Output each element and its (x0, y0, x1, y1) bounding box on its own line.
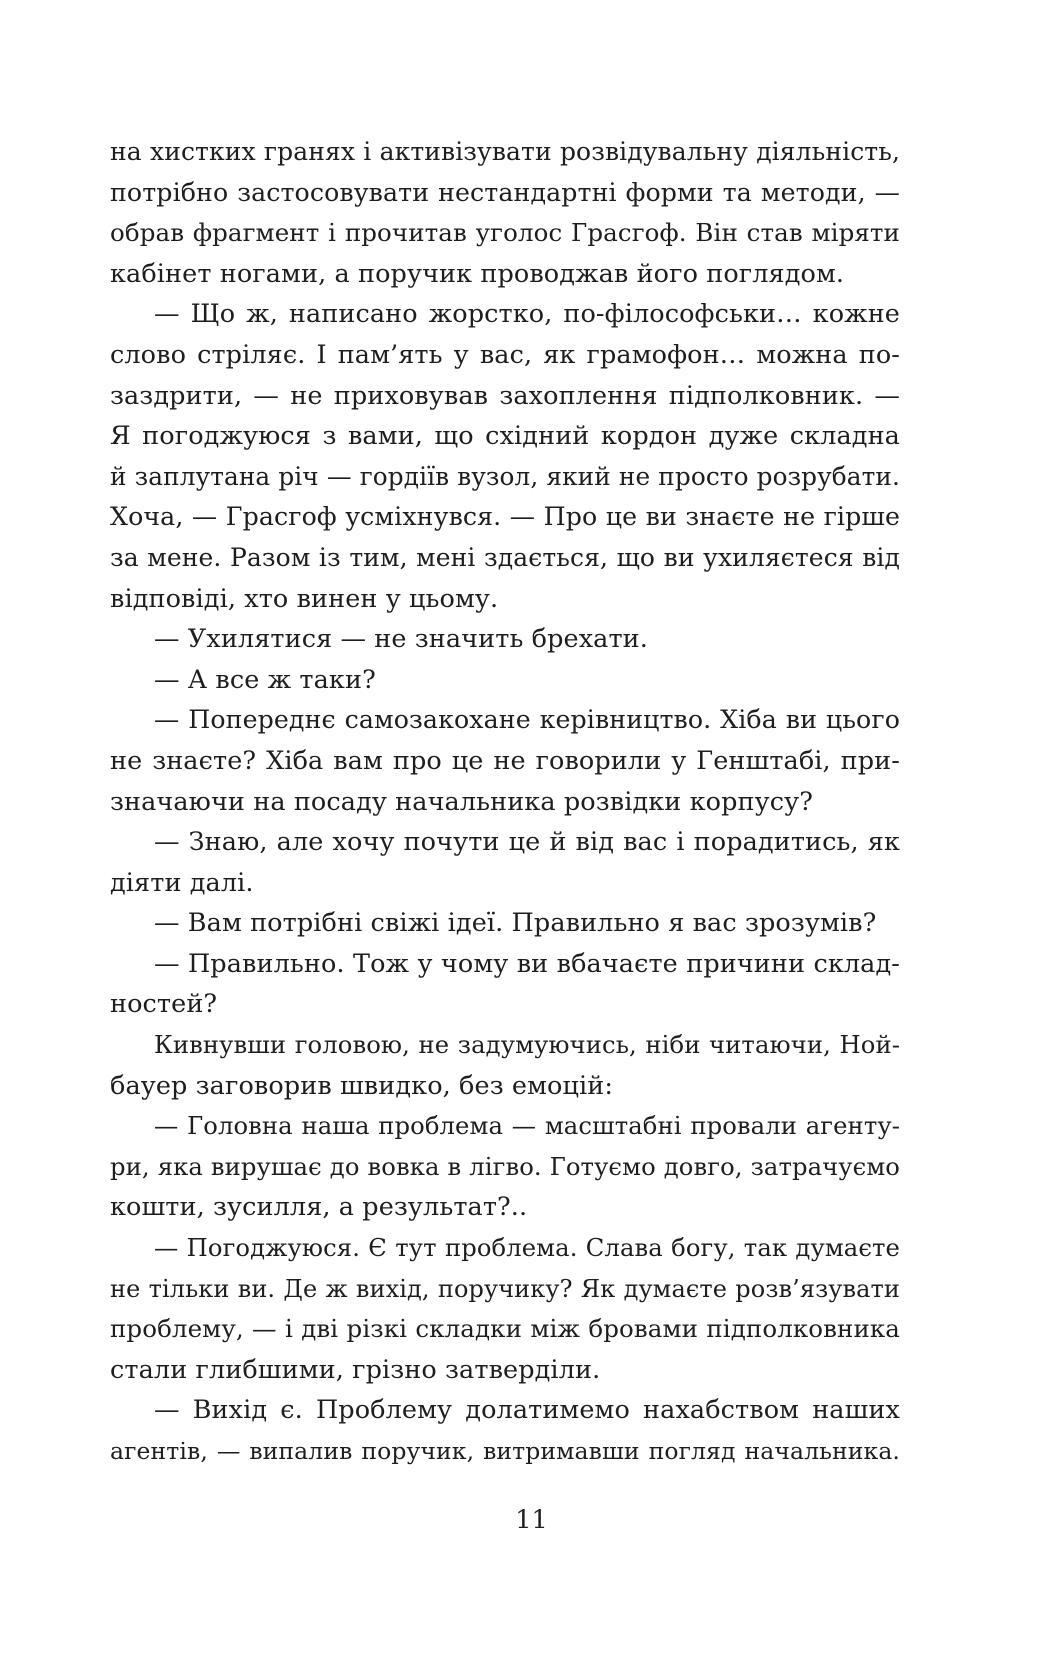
text-line: — Попереднє самозакохане керівництво. Хіба ви цього (154, 705, 900, 735)
text-line: відповіді, хто винен у цьому. (110, 583, 499, 614)
text-line: кошти, зусилля, а результат?.. (110, 1192, 528, 1223)
text-line: — А все ж таки? (154, 664, 376, 695)
text-line: й заплутана річ — гордіїв вузол, який не просто розрубати. (110, 461, 900, 491)
text-line: — Вам потрібні свіжі ідеї. Правильно я вас зрозумів? (154, 908, 877, 939)
text-line: не тільки ви. Де ж вихід, поручику? Як думаєте розв’язувати (110, 1274, 900, 1303)
text-line: діяти далі. (110, 867, 254, 898)
page-number: 11 (515, 1505, 548, 1535)
text-line: слово стріляє. І пам’ять у вас, як грамофон… можна по- (110, 339, 900, 370)
text-line: проблему, — і дві різкі складки між бровами підполковника (110, 1314, 900, 1344)
text-line: — Погоджуюся. Є тут проблема. Слава богу, так думаєте (154, 1233, 900, 1263)
text-line: — Вихід є. Проблему долатимемо нахабством наших (154, 1395, 900, 1426)
text-line: — Головна наша проблема — масштабні провали агенту- (154, 1111, 900, 1141)
text-line: потрібно застосовувати нестандартні форми та методи, — (110, 177, 900, 207)
text-line: агентів, — випалив поручик, витримавши погляд начальника. (110, 1437, 900, 1465)
page-body (110, 132, 900, 1472)
text-line: — Правильно. Тож у чому ви вбачаєте причини склад- (154, 948, 900, 979)
text-line: Хоча, — Грасгоф усміхнувся. — Про це ви знаєте не гірше (110, 502, 900, 532)
text-line: — Знаю, але хочу почути це й від вас і порадитись, як (154, 827, 900, 858)
text-line: кабінет ногами, а поручик проводжав його поглядом. (110, 258, 845, 289)
text-line: Я погоджуюся з вами, що східний кордон дуже складна (110, 421, 900, 452)
text-line: ностей? (110, 989, 218, 1020)
text-line: обрав фрагмент і прочитав уголос Грасгоф. Він став міряти (110, 218, 900, 248)
text-line: значаючи на посаду начальника розвідки корпусу? (110, 786, 813, 817)
text-line: заздрити, — не приховував захоплення підполковник. — (110, 380, 900, 411)
text-line: ри, яка вирушає до вовка в лігво. Готуємо довго, затрачуємо (110, 1151, 900, 1181)
text-line: за мене. Разом із тим, мені здається, що ви ухиляєтеся від (110, 542, 900, 572)
text-line: стали глибшими, грізно затверділи. (110, 1354, 601, 1385)
text-line: — Ухилятися — не значить брехати. (154, 624, 648, 655)
text-line: — Що ж, написано жорстко, по-філософськи… кожне (154, 299, 900, 330)
text-line: не знаєте? Хіба вам про це не говорили у Генштабі, при- (110, 745, 900, 776)
text-line: на хистких гранях і активізувати розвідувальну діяльність, (110, 137, 900, 166)
text-line: Кивнувши головою, не задумуючись, ніби читаючи, Ной- (154, 1030, 900, 1060)
text-line: бауер заговорив швидко, без емоцій: (110, 1070, 614, 1101)
